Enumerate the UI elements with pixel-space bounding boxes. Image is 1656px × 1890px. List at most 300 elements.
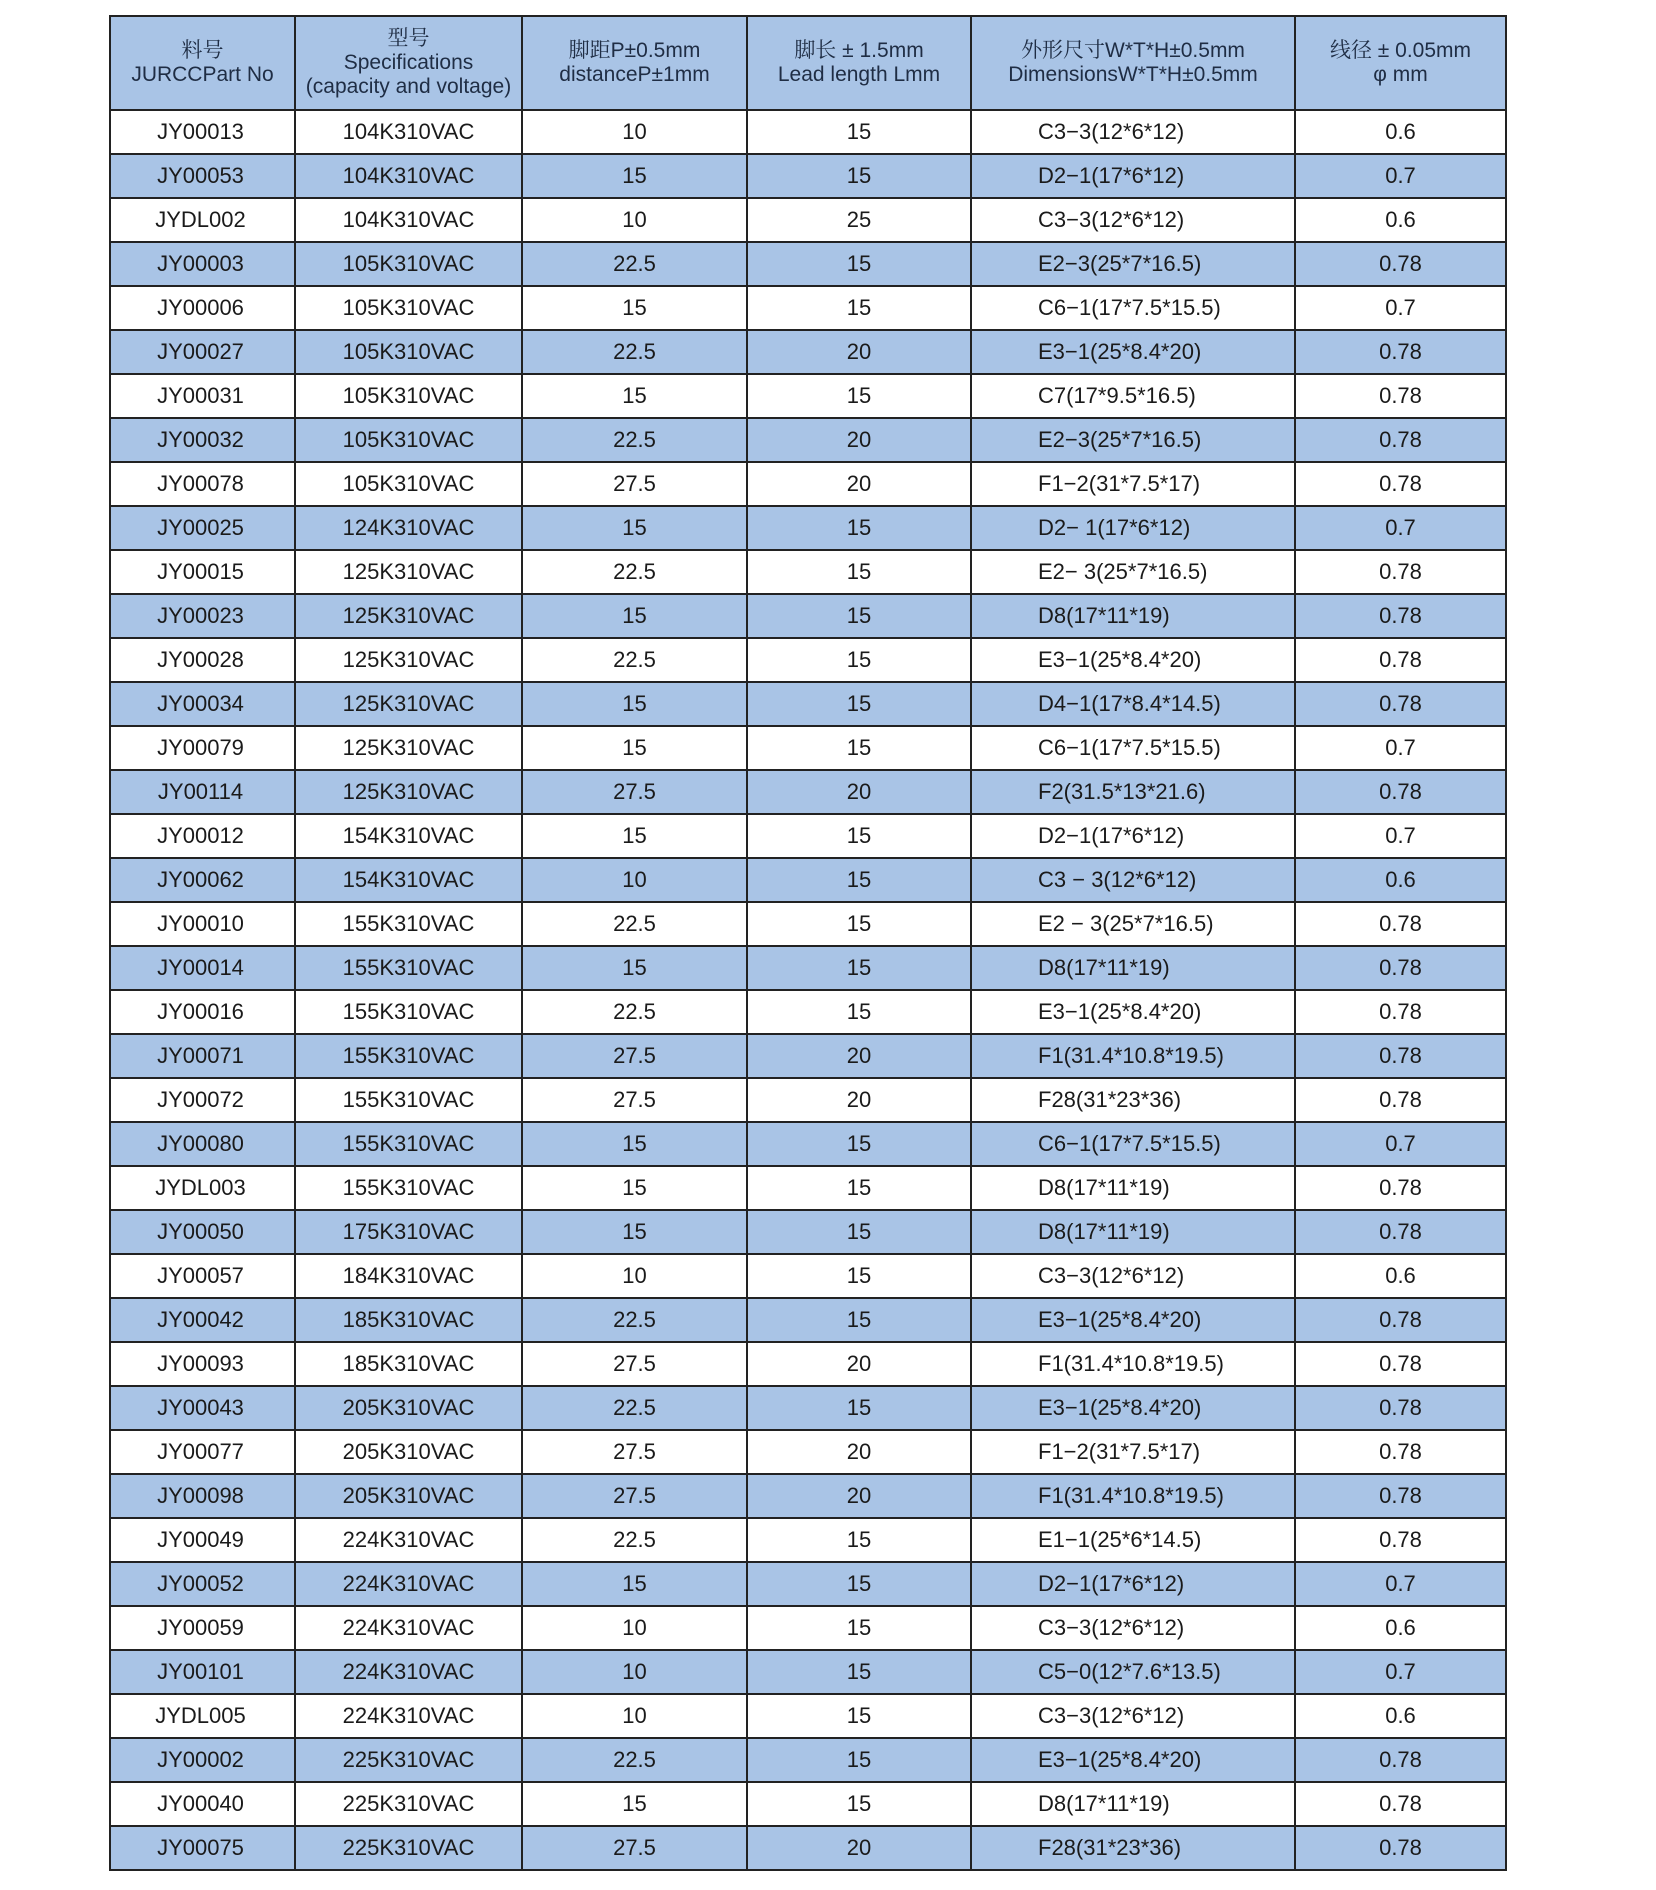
pitch-cell: 27.5 xyxy=(522,1826,747,1870)
pitch-cell: 10 xyxy=(522,1694,747,1738)
dims-cell: E3−1(25*8.4*20) xyxy=(971,1738,1295,1782)
header-row xyxy=(110,16,1506,110)
part-no-cell: JY00114 xyxy=(110,770,295,814)
lead-cell: 20 xyxy=(747,1474,971,1518)
part-no-cell: JY00093 xyxy=(110,1342,295,1386)
spec-cell: 155K310VAC xyxy=(295,902,522,946)
header-dims-zh: 外形尺寸W*T*H±0.5mm xyxy=(1021,39,1245,62)
table-row xyxy=(110,110,1506,154)
table-row xyxy=(110,638,1506,682)
table-row xyxy=(110,1518,1506,1562)
pitch-cell: 22.5 xyxy=(522,1298,747,1342)
pitch-cell: 15 xyxy=(522,154,747,198)
pitch-cell: 10 xyxy=(522,1650,747,1694)
header-part-no-zh: 料号 xyxy=(181,39,224,62)
lead-cell: 15 xyxy=(747,1210,971,1254)
header-dims xyxy=(971,16,1295,110)
part-no-cell: JY00012 xyxy=(110,814,295,858)
table-row xyxy=(110,1210,1506,1254)
pitch-cell: 15 xyxy=(522,814,747,858)
wire-cell: 0.78 xyxy=(1295,990,1506,1034)
spec-cell: 104K310VAC xyxy=(295,198,522,242)
spec-cell: 125K310VAC xyxy=(295,770,522,814)
spec-cell: 154K310VAC xyxy=(295,814,522,858)
lead-cell: 15 xyxy=(747,814,971,858)
part-no-cell: JYDL005 xyxy=(110,1694,295,1738)
dims-cell: E2 − 3(25*7*16.5) xyxy=(971,902,1295,946)
part-no-cell: JY00049 xyxy=(110,1518,295,1562)
pitch-cell: 27.5 xyxy=(522,462,747,506)
wire-cell: 0.78 xyxy=(1295,1166,1506,1210)
wire-cell: 0.7 xyxy=(1295,1122,1506,1166)
part-no-cell: JY00032 xyxy=(110,418,295,462)
part-no-cell: JY00078 xyxy=(110,462,295,506)
pitch-cell: 22.5 xyxy=(522,1386,747,1430)
part-no-cell: JY00072 xyxy=(110,1078,295,1122)
lead-cell: 20 xyxy=(747,330,971,374)
wire-cell: 0.78 xyxy=(1295,418,1506,462)
header-spec-en: Specifications xyxy=(343,51,474,74)
pitch-cell: 22.5 xyxy=(522,550,747,594)
pitch-cell: 10 xyxy=(522,1606,747,1650)
wire-cell: 0.7 xyxy=(1295,154,1506,198)
lead-cell: 15 xyxy=(747,858,971,902)
spec-cell: 184K310VAC xyxy=(295,1254,522,1298)
part-no-cell: JY00006 xyxy=(110,286,295,330)
lead-cell: 15 xyxy=(747,726,971,770)
dims-cell: C7(17*9.5*16.5) xyxy=(971,374,1295,418)
dims-cell: D2−1(17*6*12) xyxy=(971,154,1295,198)
table-row xyxy=(110,1738,1506,1782)
dims-cell: F28(31*23*36) xyxy=(971,1078,1295,1122)
spec-cell: 155K310VAC xyxy=(295,1078,522,1122)
wire-cell: 0.78 xyxy=(1295,242,1506,286)
pitch-cell: 22.5 xyxy=(522,902,747,946)
pitch-cell: 22.5 xyxy=(522,1518,747,1562)
pitch-cell: 10 xyxy=(522,110,747,154)
spec-cell: 105K310VAC xyxy=(295,330,522,374)
lead-cell: 15 xyxy=(747,682,971,726)
part-no-cell: JYDL003 xyxy=(110,1166,295,1210)
header-spec-en2: (capacity and voltage) xyxy=(305,75,512,98)
part-no-cell: JY00080 xyxy=(110,1122,295,1166)
dims-cell: D2− 1(17*6*12) xyxy=(971,506,1295,550)
pitch-cell: 27.5 xyxy=(522,1078,747,1122)
pitch-cell: 15 xyxy=(522,1782,747,1826)
part-no-cell: JY00013 xyxy=(110,110,295,154)
dims-cell: E1−1(25*6*14.5) xyxy=(971,1518,1295,1562)
lead-cell: 15 xyxy=(747,1782,971,1826)
wire-cell: 0.78 xyxy=(1295,638,1506,682)
spec-cell: 154K310VAC xyxy=(295,858,522,902)
part-no-cell: JY00043 xyxy=(110,1386,295,1430)
dims-cell: C3−3(12*6*12) xyxy=(971,198,1295,242)
spec-cell: 125K310VAC xyxy=(295,550,522,594)
spec-cell: 224K310VAC xyxy=(295,1562,522,1606)
part-no-cell: JY00059 xyxy=(110,1606,295,1650)
dims-cell: D8(17*11*19) xyxy=(971,1166,1295,1210)
dims-cell: F1(31.4*10.8*19.5) xyxy=(971,1474,1295,1518)
part-no-cell: JY00031 xyxy=(110,374,295,418)
part-no-cell: JY00015 xyxy=(110,550,295,594)
dims-cell: F1(31.4*10.8*19.5) xyxy=(971,1034,1295,1078)
spec-cell: 104K310VAC xyxy=(295,154,522,198)
part-no-cell: JY00075 xyxy=(110,1826,295,1870)
wire-cell: 0.78 xyxy=(1295,1738,1506,1782)
spec-cell: 185K310VAC xyxy=(295,1298,522,1342)
lead-cell: 15 xyxy=(747,990,971,1034)
wire-cell: 0.7 xyxy=(1295,726,1506,770)
pitch-cell: 15 xyxy=(522,682,747,726)
dims-cell: C3−3(12*6*12) xyxy=(971,1694,1295,1738)
lead-cell: 15 xyxy=(747,1166,971,1210)
header-spec-zh: 型号 xyxy=(387,27,430,50)
part-no-cell: JY00077 xyxy=(110,1430,295,1474)
dims-cell: E3−1(25*8.4*20) xyxy=(971,1298,1295,1342)
table-row xyxy=(110,462,1506,506)
table-row xyxy=(110,902,1506,946)
dims-cell: C6−1(17*7.5*15.5) xyxy=(971,1122,1295,1166)
part-no-cell: JY00098 xyxy=(110,1474,295,1518)
spec-cell: 205K310VAC xyxy=(295,1386,522,1430)
part-no-cell: JY00014 xyxy=(110,946,295,990)
header-pitch xyxy=(522,16,747,110)
wire-cell: 0.7 xyxy=(1295,814,1506,858)
table-row xyxy=(110,418,1506,462)
lead-cell: 15 xyxy=(747,638,971,682)
spec-cell: 205K310VAC xyxy=(295,1474,522,1518)
pitch-cell: 10 xyxy=(522,198,747,242)
lead-cell: 15 xyxy=(747,946,971,990)
wire-cell: 0.78 xyxy=(1295,1474,1506,1518)
capacitor-spec-sheet xyxy=(109,15,1505,1875)
wire-cell: 0.78 xyxy=(1295,770,1506,814)
table-row xyxy=(110,1606,1506,1650)
spec-cell: 225K310VAC xyxy=(295,1782,522,1826)
wire-cell: 0.6 xyxy=(1295,1606,1506,1650)
part-no-cell: JY00003 xyxy=(110,242,295,286)
lead-cell: 15 xyxy=(747,1518,971,1562)
spec-cell: 105K310VAC xyxy=(295,462,522,506)
table-row xyxy=(110,1430,1506,1474)
wire-cell: 0.78 xyxy=(1295,1826,1506,1870)
dims-cell: E3−1(25*8.4*20) xyxy=(971,638,1295,682)
lead-cell: 15 xyxy=(747,374,971,418)
part-no-cell: JY00023 xyxy=(110,594,295,638)
spec-cell: 125K310VAC xyxy=(295,682,522,726)
lead-cell: 15 xyxy=(747,1650,971,1694)
table-row xyxy=(110,1562,1506,1606)
lead-cell: 15 xyxy=(747,1122,971,1166)
pitch-cell: 15 xyxy=(522,374,747,418)
lead-cell: 15 xyxy=(747,506,971,550)
dims-cell: D8(17*11*19) xyxy=(971,1210,1295,1254)
dims-cell: C3−3(12*6*12) xyxy=(971,110,1295,154)
dims-cell: C3−3(12*6*12) xyxy=(971,1254,1295,1298)
pitch-cell: 27.5 xyxy=(522,1034,747,1078)
lead-cell: 15 xyxy=(747,1606,971,1650)
wire-cell: 0.78 xyxy=(1295,462,1506,506)
pitch-cell: 22.5 xyxy=(522,418,747,462)
table-row xyxy=(110,1034,1506,1078)
pitch-cell: 15 xyxy=(522,1562,747,1606)
dims-cell: F1(31.4*10.8*19.5) xyxy=(971,1342,1295,1386)
wire-cell: 0.78 xyxy=(1295,1386,1506,1430)
wire-cell: 0.78 xyxy=(1295,682,1506,726)
spec-cell: 155K310VAC xyxy=(295,1166,522,1210)
wire-cell: 0.78 xyxy=(1295,1298,1506,1342)
lead-cell: 20 xyxy=(747,1826,971,1870)
spec-cell: 104K310VAC xyxy=(295,110,522,154)
part-no-cell: JY00040 xyxy=(110,1782,295,1826)
header-pitch-zh: 脚距P±0.5mm xyxy=(568,39,701,62)
spec-cell: 124K310VAC xyxy=(295,506,522,550)
header-lead-zh: 脚长 ± 1.5mm xyxy=(794,39,924,62)
lead-cell: 15 xyxy=(747,550,971,594)
lead-cell: 15 xyxy=(747,1738,971,1782)
spec-cell: 125K310VAC xyxy=(295,638,522,682)
header-wire xyxy=(1295,16,1506,110)
table-row xyxy=(110,726,1506,770)
part-no-cell: JY00101 xyxy=(110,1650,295,1694)
table-row xyxy=(110,1386,1506,1430)
spec-cell: 105K310VAC xyxy=(295,418,522,462)
spec-cell: 105K310VAC xyxy=(295,374,522,418)
wire-cell: 0.6 xyxy=(1295,110,1506,154)
header-wire-en: φ mm xyxy=(1373,63,1428,86)
table-row xyxy=(110,990,1506,1034)
header-pitch-en: distanceP±1mm xyxy=(559,63,710,86)
dims-cell: E2−3(25*7*16.5) xyxy=(971,242,1295,286)
pitch-cell: 10 xyxy=(522,858,747,902)
part-no-cell: JY00025 xyxy=(110,506,295,550)
table-row xyxy=(110,330,1506,374)
wire-cell: 0.6 xyxy=(1295,1254,1506,1298)
pitch-cell: 15 xyxy=(522,506,747,550)
header-lead-en: Lead length Lmm xyxy=(777,63,941,86)
table-row xyxy=(110,858,1506,902)
table-row xyxy=(110,946,1506,990)
wire-cell: 0.78 xyxy=(1295,1078,1506,1122)
dims-cell: E2− 3(25*7*16.5) xyxy=(971,550,1295,594)
part-no-cell: JY00042 xyxy=(110,1298,295,1342)
spec-cell: 224K310VAC xyxy=(295,1694,522,1738)
dims-cell: C5−0(12*7.6*13.5) xyxy=(971,1650,1295,1694)
dims-cell: D8(17*11*19) xyxy=(971,1782,1295,1826)
lead-cell: 15 xyxy=(747,902,971,946)
lead-cell: 15 xyxy=(747,1562,971,1606)
dims-cell: E3−1(25*8.4*20) xyxy=(971,330,1295,374)
wire-cell: 0.7 xyxy=(1295,506,1506,550)
pitch-cell: 15 xyxy=(522,1210,747,1254)
dims-cell: C3−3(12*6*12) xyxy=(971,1606,1295,1650)
wire-cell: 0.78 xyxy=(1295,1782,1506,1826)
table-row xyxy=(110,374,1506,418)
table-row xyxy=(110,154,1506,198)
wire-cell: 0.78 xyxy=(1295,594,1506,638)
spec-cell: 225K310VAC xyxy=(295,1738,522,1782)
table-row xyxy=(110,242,1506,286)
pitch-cell: 27.5 xyxy=(522,1342,747,1386)
dims-cell: D8(17*11*19) xyxy=(971,946,1295,990)
part-no-cell: JY00062 xyxy=(110,858,295,902)
dims-cell: E2−3(25*7*16.5) xyxy=(971,418,1295,462)
table-row xyxy=(110,770,1506,814)
spec-cell: 224K310VAC xyxy=(295,1650,522,1694)
table-row xyxy=(110,198,1506,242)
dims-cell: D8(17*11*19) xyxy=(971,594,1295,638)
lead-cell: 15 xyxy=(747,1254,971,1298)
wire-cell: 0.78 xyxy=(1295,946,1506,990)
table-row xyxy=(110,1342,1506,1386)
spec-cell: 105K310VAC xyxy=(295,242,522,286)
header-wire-zh: 线径 ± 0.05mm xyxy=(1329,39,1472,62)
lead-cell: 20 xyxy=(747,1342,971,1386)
table-row xyxy=(110,814,1506,858)
wire-cell: 0.78 xyxy=(1295,550,1506,594)
spec-cell: 205K310VAC xyxy=(295,1430,522,1474)
pitch-cell: 15 xyxy=(522,594,747,638)
dims-cell: D2−1(17*6*12) xyxy=(971,1562,1295,1606)
lead-cell: 15 xyxy=(747,154,971,198)
pitch-cell: 27.5 xyxy=(522,1430,747,1474)
lead-cell: 20 xyxy=(747,1034,971,1078)
pitch-cell: 22.5 xyxy=(522,1738,747,1782)
spec-cell: 105K310VAC xyxy=(295,286,522,330)
lead-cell: 15 xyxy=(747,1386,971,1430)
lead-cell: 20 xyxy=(747,770,971,814)
header-dims-en: DimensionsW*T*H±0.5mm xyxy=(1008,63,1258,86)
lead-cell: 15 xyxy=(747,242,971,286)
pitch-cell: 15 xyxy=(522,1122,747,1166)
header-lead xyxy=(747,16,971,110)
wire-cell: 0.78 xyxy=(1295,902,1506,946)
lead-cell: 20 xyxy=(747,1430,971,1474)
lead-cell: 15 xyxy=(747,1298,971,1342)
part-no-cell: JY00052 xyxy=(110,1562,295,1606)
wire-cell: 0.78 xyxy=(1295,1342,1506,1386)
wire-cell: 0.78 xyxy=(1295,1210,1506,1254)
pitch-cell: 22.5 xyxy=(522,242,747,286)
part-no-cell: JY00057 xyxy=(110,1254,295,1298)
header-part-no-en: JURCCPart No xyxy=(131,63,274,86)
spec-cell: 185K310VAC xyxy=(295,1342,522,1386)
pitch-cell: 15 xyxy=(522,1166,747,1210)
spec-cell: 175K310VAC xyxy=(295,1210,522,1254)
pitch-cell: 22.5 xyxy=(522,990,747,1034)
part-no-cell: JY00028 xyxy=(110,638,295,682)
table-row xyxy=(110,1078,1506,1122)
table-body xyxy=(110,110,1506,1870)
part-no-cell: JY00071 xyxy=(110,1034,295,1078)
part-no-cell: JY00002 xyxy=(110,1738,295,1782)
dims-cell: E3−1(25*8.4*20) xyxy=(971,1386,1295,1430)
dims-cell: C3 − 3(12*6*12) xyxy=(971,858,1295,902)
table-row xyxy=(110,286,1506,330)
wire-cell: 0.6 xyxy=(1295,198,1506,242)
pitch-cell: 15 xyxy=(522,726,747,770)
spec-table xyxy=(109,15,1507,1871)
pitch-cell: 10 xyxy=(522,1254,747,1298)
pitch-cell: 27.5 xyxy=(522,1474,747,1518)
part-no-cell: JY00016 xyxy=(110,990,295,1034)
part-no-cell: JY00050 xyxy=(110,1210,295,1254)
part-no-cell: JY00027 xyxy=(110,330,295,374)
table-row xyxy=(110,1650,1506,1694)
spec-cell: 125K310VAC xyxy=(295,726,522,770)
table-row xyxy=(110,1166,1506,1210)
table-row xyxy=(110,1694,1506,1738)
table-row xyxy=(110,1254,1506,1298)
header-part-no xyxy=(110,16,295,110)
spec-cell: 125K310VAC xyxy=(295,594,522,638)
dims-cell: C6−1(17*7.5*15.5) xyxy=(971,286,1295,330)
pitch-cell: 22.5 xyxy=(522,330,747,374)
lead-cell: 20 xyxy=(747,418,971,462)
spec-cell: 155K310VAC xyxy=(295,1122,522,1166)
dims-cell: F1−2(31*7.5*17) xyxy=(971,462,1295,506)
table-row xyxy=(110,1782,1506,1826)
part-no-cell: JY00034 xyxy=(110,682,295,726)
table-row xyxy=(110,1826,1506,1870)
part-no-cell: JY00079 xyxy=(110,726,295,770)
wire-cell: 0.78 xyxy=(1295,1518,1506,1562)
table-row xyxy=(110,594,1506,638)
dims-cell: F2(31.5*13*21.6) xyxy=(971,770,1295,814)
pitch-cell: 15 xyxy=(522,286,747,330)
part-no-cell: JY00010 xyxy=(110,902,295,946)
table-row xyxy=(110,506,1506,550)
dims-cell: E3−1(25*8.4*20) xyxy=(971,990,1295,1034)
lead-cell: 15 xyxy=(747,1694,971,1738)
part-no-cell: JYDL002 xyxy=(110,198,295,242)
part-no-cell: JY00053 xyxy=(110,154,295,198)
spec-cell: 224K310VAC xyxy=(295,1518,522,1562)
spec-cell: 155K310VAC xyxy=(295,1034,522,1078)
wire-cell: 0.78 xyxy=(1295,1034,1506,1078)
wire-cell: 0.78 xyxy=(1295,330,1506,374)
lead-cell: 25 xyxy=(747,198,971,242)
dims-cell: C6−1(17*7.5*15.5) xyxy=(971,726,1295,770)
wire-cell: 0.6 xyxy=(1295,858,1506,902)
table-row xyxy=(110,682,1506,726)
spec-cell: 155K310VAC xyxy=(295,946,522,990)
lead-cell: 20 xyxy=(747,1078,971,1122)
dims-cell: F1−2(31*7.5*17) xyxy=(971,1430,1295,1474)
pitch-cell: 15 xyxy=(522,946,747,990)
table-row xyxy=(110,1298,1506,1342)
table-row xyxy=(110,550,1506,594)
wire-cell: 0.7 xyxy=(1295,286,1506,330)
header-spec xyxy=(295,16,522,110)
lead-cell: 15 xyxy=(747,110,971,154)
spec-cell: 225K310VAC xyxy=(295,1826,522,1870)
table-row xyxy=(110,1474,1506,1518)
wire-cell: 0.78 xyxy=(1295,1430,1506,1474)
wire-cell: 0.6 xyxy=(1295,1694,1506,1738)
table-row xyxy=(110,1122,1506,1166)
dims-cell: F28(31*23*36) xyxy=(971,1826,1295,1870)
spec-cell: 155K310VAC xyxy=(295,990,522,1034)
pitch-cell: 22.5 xyxy=(522,638,747,682)
dims-cell: D2−1(17*6*12) xyxy=(971,814,1295,858)
pitch-cell: 27.5 xyxy=(522,770,747,814)
lead-cell: 15 xyxy=(747,594,971,638)
wire-cell: 0.7 xyxy=(1295,1650,1506,1694)
wire-cell: 0.7 xyxy=(1295,1562,1506,1606)
wire-cell: 0.78 xyxy=(1295,374,1506,418)
lead-cell: 15 xyxy=(747,286,971,330)
